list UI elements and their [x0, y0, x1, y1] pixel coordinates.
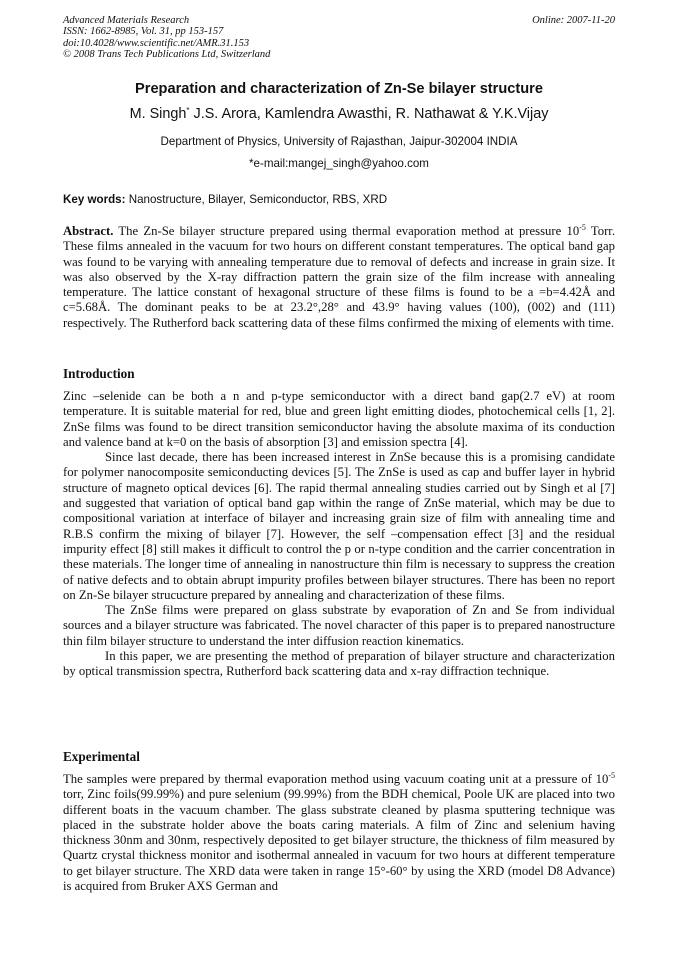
intro-paragraph-1: Zinc –selenide can be both a n and p-type semiconductor with a direct band gap(2.7 eV) at room temperature. It is suitable material for red, blue and green light emitting diodes, photochemical cells [1, 2]. ZnSe films was found to be direct transition semiconductor having the absolute maxima of its conduction and valence band at k=0 on the basis of absorption [3] and emission spectra [4]. — [63, 389, 615, 449]
abstract-label: Abstract. — [63, 224, 114, 238]
intro-paragraph-3: The ZnSe films were prepared on glass substrate by evaporation of Zn and Se from individual sources and a bilayer structure was fabricated. The novel character of this paper is to prepared nanostructure thin film bilayer structure to understand the inter diffusion reaction kinematics. — [63, 603, 615, 648]
doi-line: doi:10.4028/www.scientific.net/AMR.31.153 — [63, 37, 250, 49]
pressure-exponent: -5 — [579, 223, 586, 232]
intro-paragraph-2: Since last decade, there has been increased interest in ZnSe because this is a promising candidate for polymer nanocomposite semiconducting devices [5]. The ZnSe is used as cap and buffer layer in hybrid structure of magneto optical devices [6]. The rapid thermal annealing studies carried out by Singh et al [7] and suggested that variation of optical band gap within the range of ZnSe material, which may be due to compositional variation at interface of bilayer and increasing grain size of film with annealing time and R.B.S confirm the mixing of bilayer [7]. However, the self –compensation effect [3] and the residual impurity effect [8] still makes it difficult to control the p or n-type condition and the carrier concentration in these materials. The longer time of annealing in nanostructure thin film is necessary to suppress the creation of native defects and to obtain abrupt impurity profiles between bilayer structures. There has been no report on Zn-Se bilayer strucucture prepared by annealing and characterization of these films. — [63, 450, 615, 602]
intro-paragraph-4: In this paper, we are presenting the method of preparation of bilayer structure and characterization by optical transmission spectra, Rutherford back scattering data and x-ray diffraction technique. — [63, 649, 615, 679]
abstract-paragraph — [63, 224, 615, 331]
experimental-body — [63, 772, 615, 894]
experimental-text-1: The samples were prepared by thermal evaporation method using vacuum coating unit at a pressure of 10 — [63, 772, 609, 786]
introduction-body — [63, 389, 615, 680]
contact-email: *e-mail:mangej_singh@yahoo.com — [249, 157, 429, 170]
keywords-text: Nanostructure, Bilayer, Semiconductor, RBS, XRD — [125, 193, 388, 206]
abstract-text-1: The Zn-Se bilayer structure prepared using thermal evaporation method at pressure 10 — [113, 224, 580, 238]
experimental-heading: Experimental — [63, 749, 140, 764]
keywords — [63, 193, 615, 206]
first-author: M. Singh — [129, 106, 187, 122]
corresponding-mark: * — [186, 106, 190, 115]
issn-line: ISSN: 1662-8985, Vol. 31, pp 153-157 — [63, 26, 224, 38]
journal-name: Advanced Materials Research — [63, 15, 190, 26]
other-authors: J.S. Arora, Kamlendra Awasthi, R. Nathawat & Y.K.Vijay — [189, 106, 549, 122]
experimental-paragraph — [63, 772, 615, 894]
affiliation: Department of Physics, University of Rajasthan, Jaipur-302004 INDIA — [160, 135, 518, 148]
abstract-text-2: Torr. These films annealed in the vacuum for two hours on different constant temperatures. The optical band gap was found to be varying with annealing temperature due to removal of defects and increase in grain size. It was also observed by the X-ray diffraction pattern the grain size of the film increase with annealing temperature. The lattice constant of hexagonal structure of these films is found to be a =b=4.42Å and c=5.68Å. The dominant peaks to be at 23.2°,28° and 43.9° having values (100), (002) and (111) respectively. The Rutherford back scattering data of these films confirmed the mixing of elements with time. — [63, 224, 615, 330]
online-date: Online: 2007-11-20 — [532, 15, 615, 26]
abstract — [63, 224, 615, 331]
publication-header — [63, 15, 615, 60]
experimental-text-2: torr, Zinc foils(99.99%) and pure selenium (99.99%) from the BDH chemical, Poole UK are placed into two different boats in the vacuum chamber. The glass substrate cleaned by plasma sputtering technique was placed in the substrate holder above the boats caring materials. A film of Zinc and selenium having thickness 30nm and 30nm, respectively deposited to get bilayer structure, the thickness of film measured by Quartz crystal thickness monitor and isothermal annealed in vacuum for two hours at different temperature to get bilayer structure. The XRD data were taken in range 15°-60° by using the XRD (model D8 Advance) is acquired from Bruker AXS German and — [63, 787, 615, 894]
torr-exponent: -5 — [608, 771, 615, 780]
copyright-line: © 2008 Trans Tech Publications Ltd, Switzerland — [63, 48, 271, 60]
paper-title: Preparation and characterization of Zn-Se bilayer structure — [135, 81, 543, 97]
author-list — [0, 106, 678, 122]
introduction-heading: Introduction — [63, 366, 135, 381]
keywords-label: Key words: — [63, 193, 126, 206]
